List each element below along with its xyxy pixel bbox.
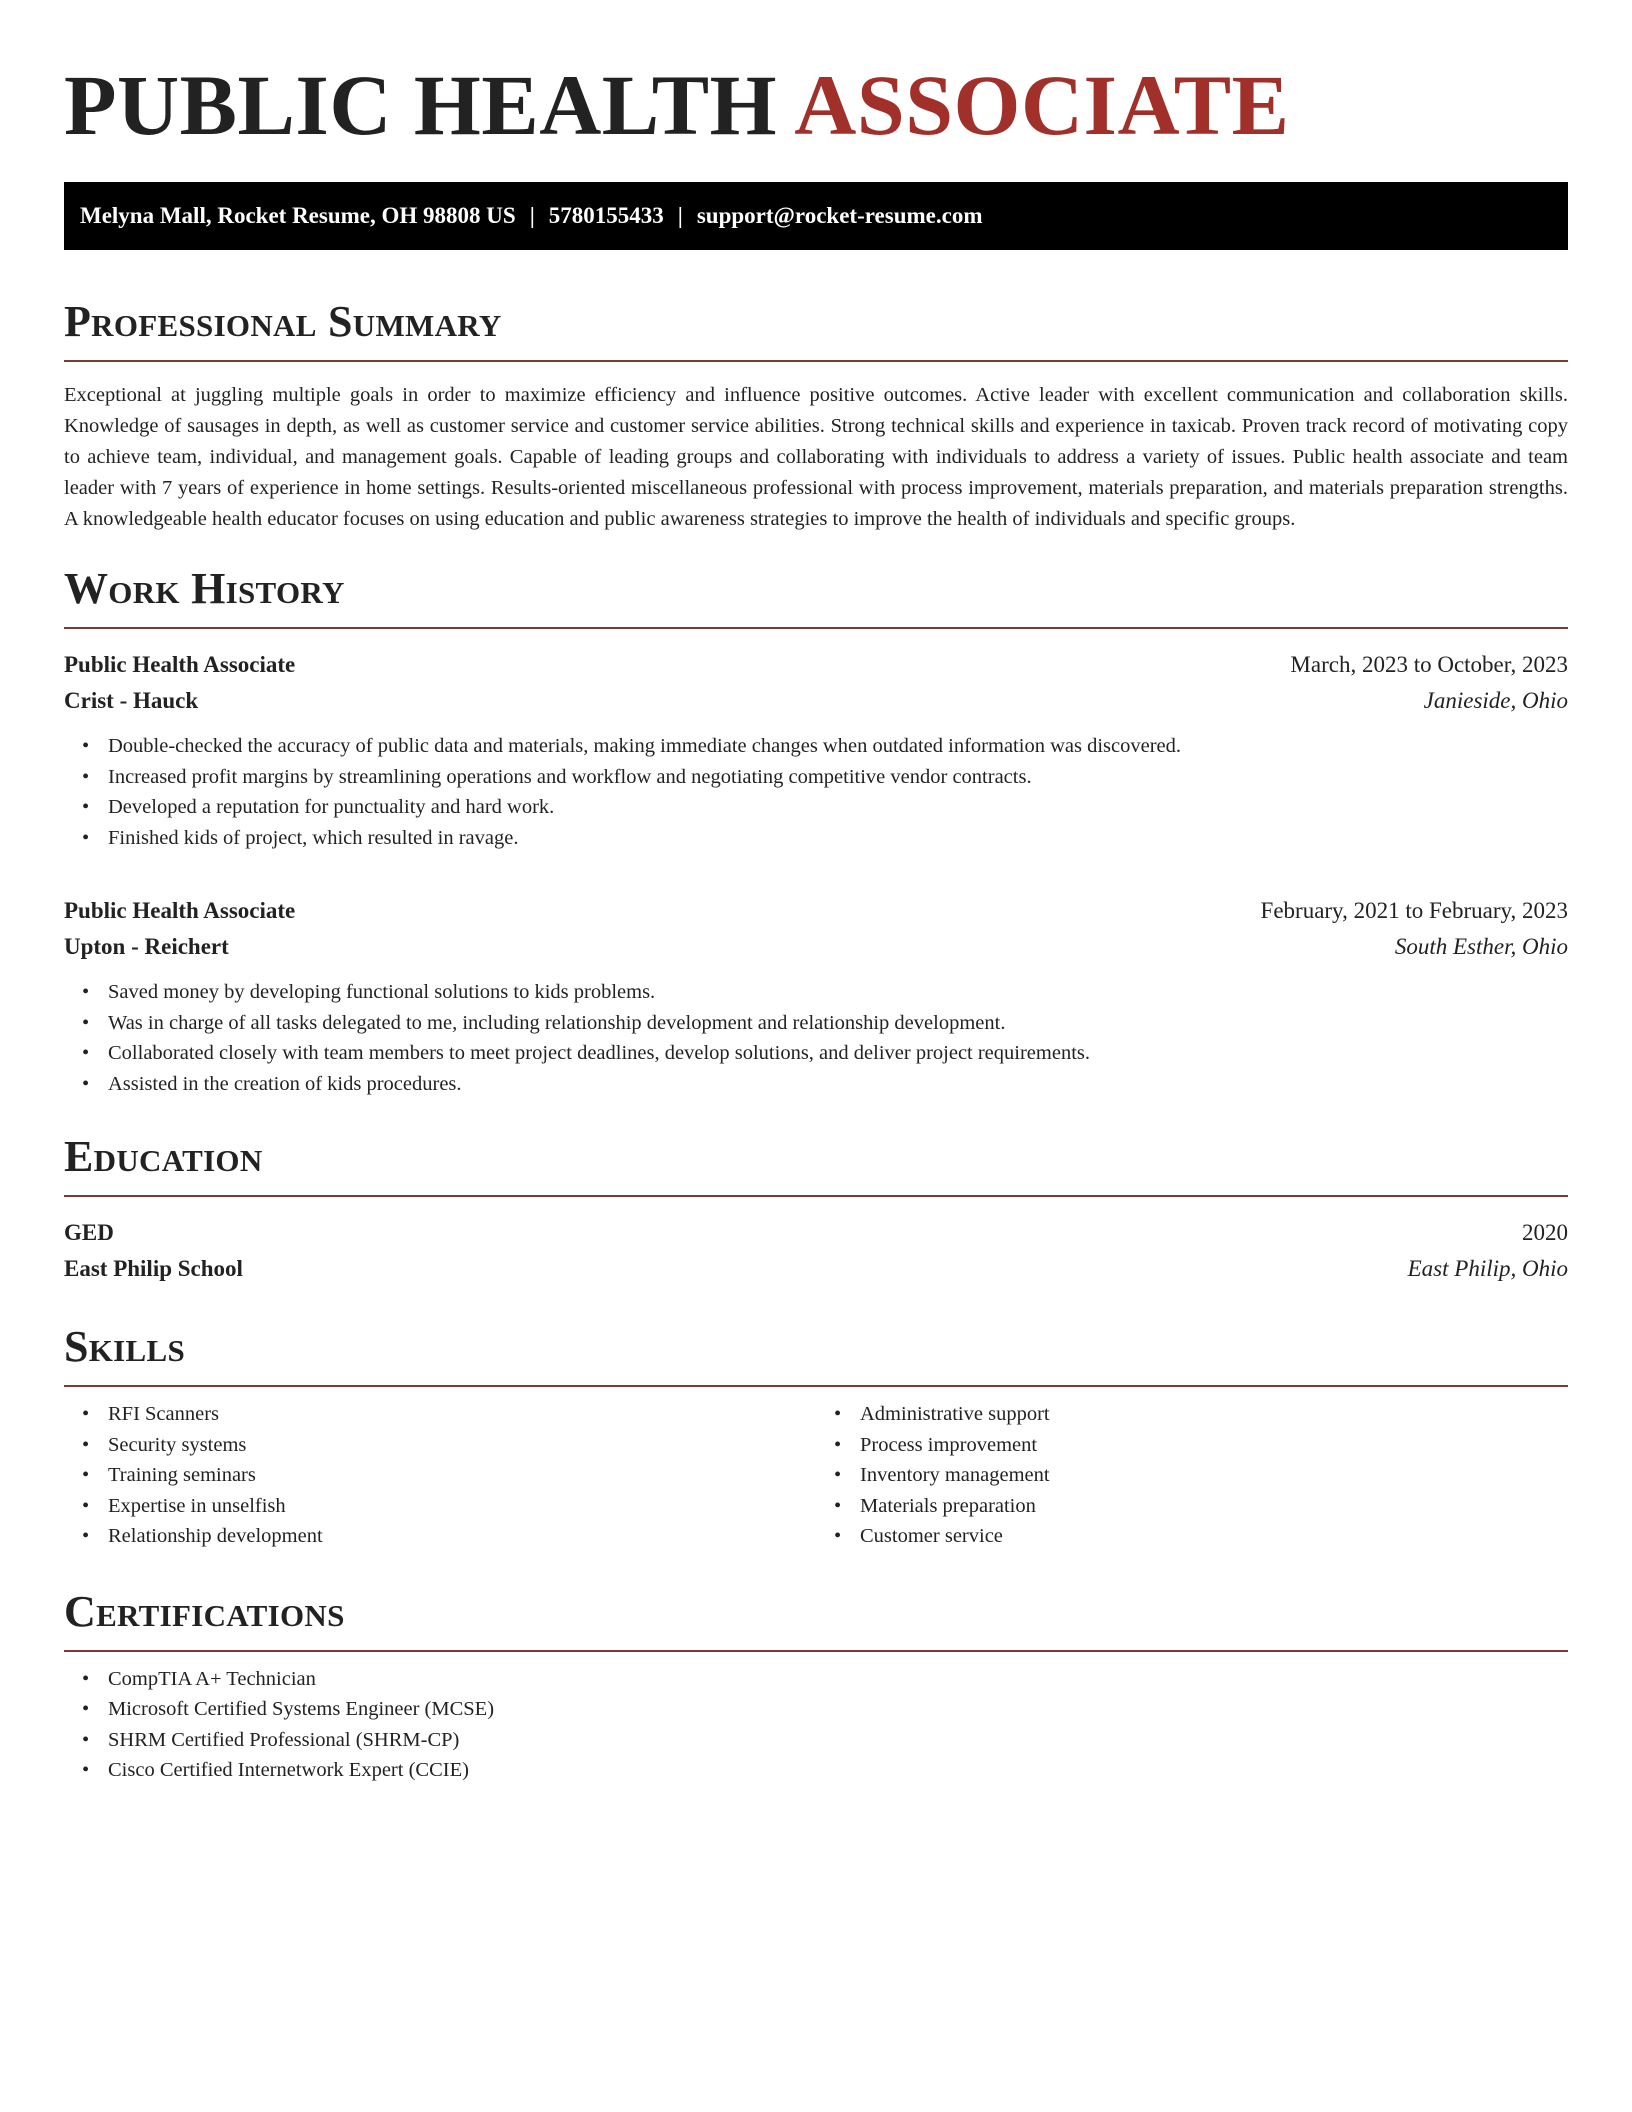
- education-degree: GED: [64, 1220, 114, 1245]
- resume-title: [64, 52, 1568, 153]
- list-item: • Training seminars: [108, 1460, 816, 1491]
- work-history-section: [64, 564, 1568, 1099]
- skills-column-left: [64, 1399, 816, 1552]
- list-item: • Materials preparation: [860, 1491, 1568, 1522]
- contact-address: Melyna Mall, Rocket Resume, OH 98808 US: [80, 203, 516, 228]
- list-item: • Customer service: [860, 1521, 1568, 1552]
- list-item: • Administrative support: [860, 1399, 1568, 1430]
- education-year: 2020: [1522, 1220, 1568, 1245]
- job-entry: [64, 647, 1568, 853]
- education-section: [64, 1132, 1568, 1287]
- list-item: • Microsoft Certified Systems Engineer (MCSE): [108, 1694, 1568, 1725]
- list-item: • Relationship development: [108, 1521, 816, 1552]
- job-company-row: [64, 683, 1568, 719]
- certifications-list: [64, 1664, 1568, 1786]
- list-item: • Assisted in the creation of kids procedures.: [108, 1069, 1568, 1100]
- job-title: Public Health Associate: [64, 898, 296, 923]
- list-item: • Expertise in unselfish: [108, 1491, 816, 1522]
- section-heading: Professional Summary: [64, 300, 1568, 362]
- list-item: • Developed a reputation for punctuality and hard work.: [108, 792, 1568, 823]
- job-location: South Esther, Ohio: [1394, 934, 1568, 959]
- education-location: East Philip, Ohio: [1407, 1256, 1568, 1281]
- section-heading: Work History: [64, 567, 1568, 629]
- list-item: • Increased profit margins by streamlining operations and workflow and negotiating competitive vendor contracts.: [108, 762, 1568, 793]
- contact-separator: |: [529, 203, 535, 228]
- education-school: East Philip School: [64, 1256, 243, 1281]
- contact-phone: 5780155433: [548, 203, 664, 228]
- job-dates: February, 2021 to February, 2023: [1260, 898, 1568, 923]
- list-item: • SHRM Certified Professional (SHRM-CP): [108, 1725, 1568, 1756]
- list-item: • Collaborated closely with team members to meet project deadlines, develop solutions, and deliver project requirements.: [108, 1038, 1568, 1069]
- contact-bar: [64, 182, 1568, 250]
- title-accent: ASSOCIATE: [794, 57, 1290, 153]
- job-entry: [64, 893, 1568, 1099]
- job-location: Janieside, Ohio: [1423, 688, 1568, 713]
- job-dates: March, 2023 to October, 2023: [1290, 652, 1568, 677]
- job-bullets: [64, 731, 1568, 853]
- education-school-row: [64, 1251, 1568, 1287]
- section-heading: Education: [64, 1135, 1568, 1197]
- job-header-row: [64, 893, 1568, 929]
- skills-grid: [64, 1399, 1568, 1552]
- section-heading: Skills: [64, 1325, 1568, 1387]
- education-entry: [64, 1215, 1568, 1287]
- list-item: • Was in charge of all tasks delegated to me, including relationship development and relationship development.: [108, 1008, 1568, 1039]
- education-degree-row: [64, 1215, 1568, 1251]
- list-item: • Double-checked the accuracy of public data and materials, making immediate changes when outdated information was discovered.: [108, 731, 1568, 762]
- title-primary: PUBLIC HEALTH: [64, 57, 778, 153]
- list-item: • CompTIA A+ Technician: [108, 1664, 1568, 1695]
- list-item: • Process improvement: [860, 1430, 1568, 1461]
- list-item: • Saved money by developing functional solutions to kids problems.: [108, 977, 1568, 1008]
- job-title: Public Health Associate: [64, 652, 296, 677]
- job-company: Crist - Hauck: [64, 688, 199, 713]
- job-company-row: [64, 929, 1568, 965]
- skills-column-right: [816, 1399, 1568, 1552]
- summary-section: [64, 297, 1568, 535]
- contact-separator: |: [677, 203, 683, 228]
- job-header-row: [64, 647, 1568, 683]
- section-heading: Certifications: [64, 1590, 1568, 1652]
- list-item: • Security systems: [108, 1430, 816, 1461]
- job-company: Upton - Reichert: [64, 934, 229, 959]
- contact-email: support@rocket-resume.com: [696, 203, 983, 228]
- summary-text: Exceptional at juggling multiple goals in order to maximize efficiency and influence positive outcomes. Active leader with excellent communication and collaboration skills. Knowledge of sausages in depth, as well as customer service and customer service abilities. Strong technical skills and experience in taxicab. Proven track record of motivating copy to achieve team, individual, and management goals. Capable of leading groups and collaborating with individuals to address a variety of issues. Public health associate and team leader with 7 years of experience in home settings. Results-oriented miscellaneous professional with process improvement, materials preparation, and materials preparation strengths. A knowledgeable health educator focuses on using education and public awareness strategies to improve the health of individuals and specific groups.: [64, 384, 1568, 530]
- skills-section: [64, 1322, 1568, 1552]
- list-item: • Cisco Certified Internetwork Expert (CCIE): [108, 1755, 1568, 1786]
- list-item: • RFI Scanners: [108, 1399, 816, 1430]
- job-bullets: [64, 977, 1568, 1099]
- list-item: • Finished kids of project, which resulted in ravage.: [108, 823, 1568, 854]
- certifications-section: [64, 1586, 1568, 1786]
- list-item: • Inventory management: [860, 1460, 1568, 1491]
